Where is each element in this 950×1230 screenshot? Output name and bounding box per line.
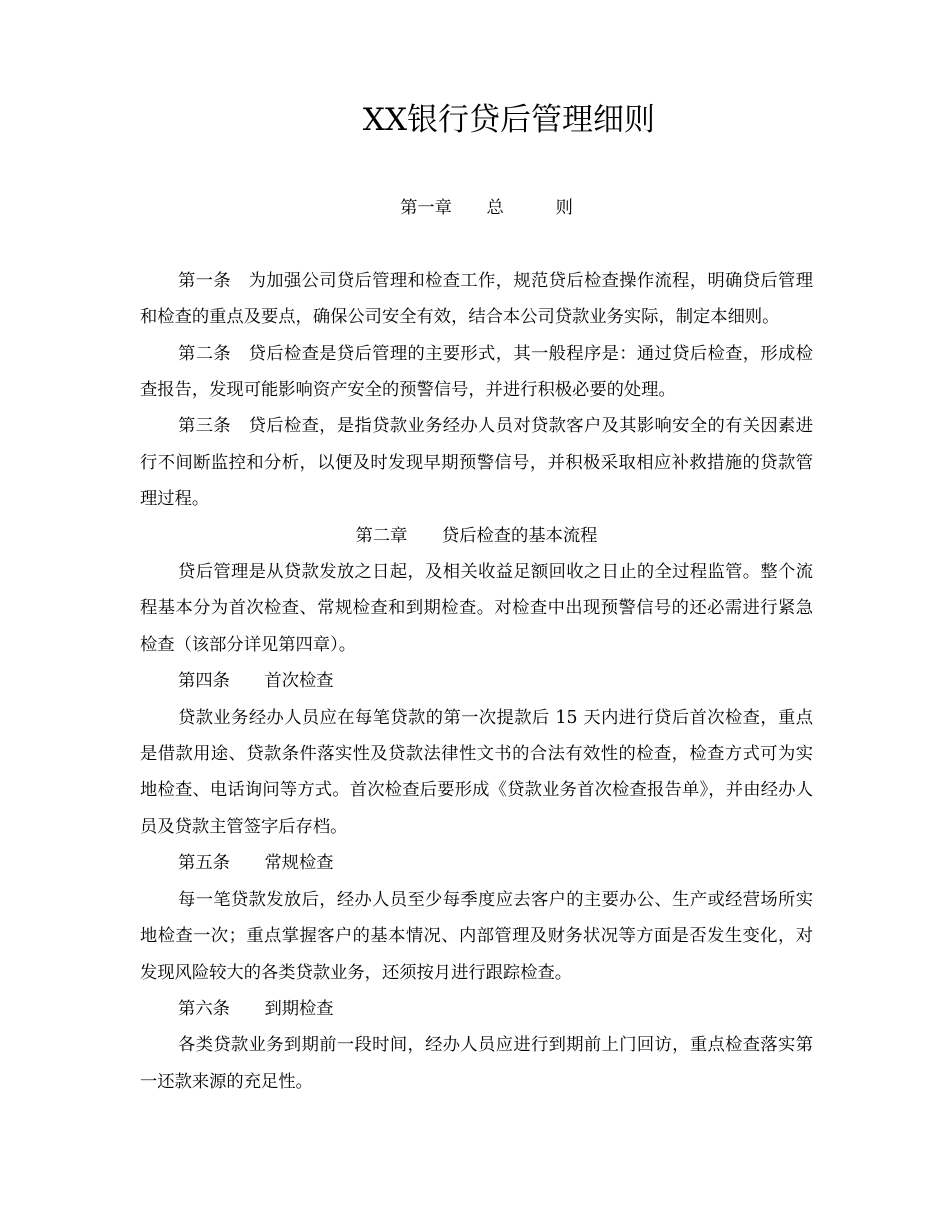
article-1 xyxy=(140,263,813,336)
article-1-text: 为加强公司贷后管理和检查工作，规范贷后检查操作流程，明确贷后管理和检查的重点及要点，确保公司安全有效，结合本公司贷款业务实际，制定本细则。 xyxy=(140,270,813,328)
chapter-2-heading: 第二章 贷后检查的基本流程 xyxy=(355,525,598,546)
article-4-text: 贷款业务经办人员应在每笔贷款的第一次提款后 15 天内进行贷后首次检查，重点是借款用途、贷款条件落实性及贷款法律性文书的合法有效性的检查，检查方式可为实地检查、电话询问等方式。首次检查后要形成《贷款业务首次检查报告单》，并由经办人员及贷款主管签字后存档。 xyxy=(140,707,813,837)
chapter-1-heading: 第一章 总 则 xyxy=(400,198,573,218)
article-4-heading: 第四条 首次检查 xyxy=(178,671,334,692)
article-6-heading: 第六条 到期检查 xyxy=(178,998,334,1019)
article-3-text: 贷后检查，是指贷款业务经办人员对贷款客户及其影响安全的有关因素进行不间断监控和分析，以便及时发现早期预警信号，并积极采取相应补救措施的贷款管理过程。 xyxy=(140,416,813,510)
article-1-number: 第一条 xyxy=(178,270,231,291)
article-2-text: 贷后检查是贷后管理的主要形式，其一般程序是：通过贷后检查，形成检查报告，发现可能影响资产安全的预警信号，并进行积极必要的处理。 xyxy=(140,343,813,400)
chapter-2-intro: 贷后管理是从贷款发放之日起，及相关收益足额回收之日止的全过程监管。整个流程基本分为首次检查、常规检查和到期检查。对检查中出现预警信号的还必需进行紧急检查（该部分详见第四章）。 xyxy=(140,562,813,655)
article-2-number: 第二条 xyxy=(178,343,231,364)
document-body xyxy=(140,190,813,1100)
article-5-heading: 第五条 常规检查 xyxy=(178,853,334,874)
article-6-text: 各类贷款业务到期前一段时间，经办人员应进行到期前上门回访，重点检查落实第一还款来源的充足性。 xyxy=(140,1035,813,1092)
article-2 xyxy=(140,336,813,409)
article-5-text: 每一笔贷款发放后，经办人员至少每季度应去客户的主要办公、生产或经营场所实地检查一次；重点掌握客户的基本情况、内部管理及财务状况等方面是否发生变化，对发现风险较大的各类贷款业务，还须按月进行跟踪检查。 xyxy=(140,889,813,983)
article-3-number: 第三条 xyxy=(178,416,231,437)
document-title: XX银行贷后管理细则 xyxy=(362,102,656,138)
article-3 xyxy=(140,408,813,517)
